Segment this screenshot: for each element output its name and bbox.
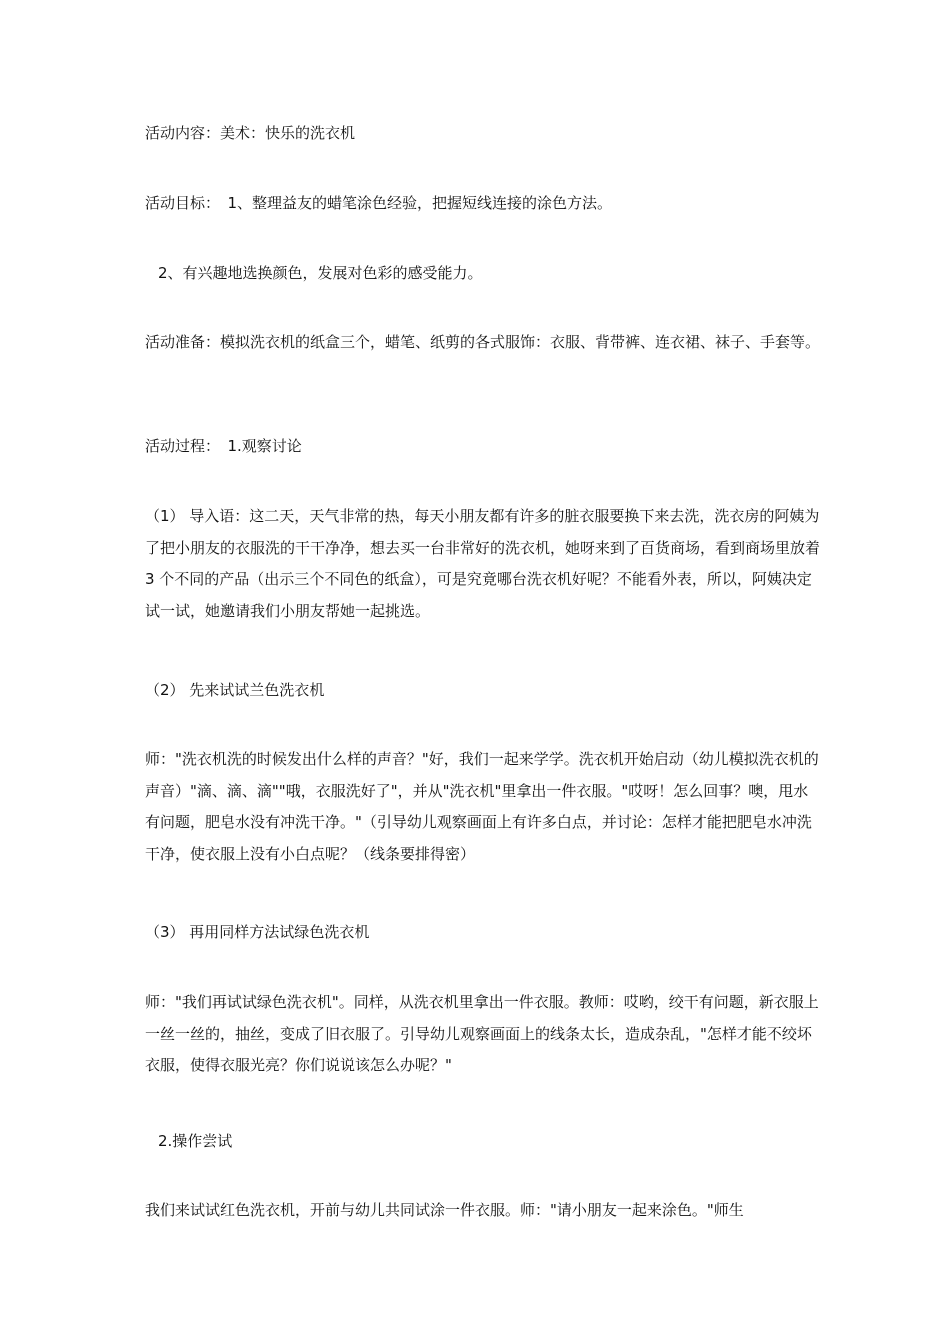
process-step-3-heading: （3） 再用同样方法试绿色洗衣机 bbox=[145, 923, 370, 941]
process-step-1: （1） 导入语：这二天，天气非常的热，每天小朋友都有许多的脏衣服要换下来去洗，洗衣房的阿姨为了把小朋友的衣服洗的干干净净，想去买一台非常好的洗衣机，她呀来到了百货商场，看到商场里放着 3 个不同的产品（出示三个不同色的纸盒），可是究竟哪台洗衣机好呢？不能看外表，所以，阿姨决定试一试，她邀请我们小朋友帮她一起挑选。 bbox=[145, 507, 821, 620]
process-step-2-heading: （2） 先来试试兰色洗衣机 bbox=[145, 681, 325, 699]
activity-content: 活动内容：美术：快乐的洗衣机 bbox=[145, 124, 356, 142]
activity-preparation: 活动准备：模拟洗衣机的纸盒三个，蜡笔、纸剪的各式服饰：衣服、背带裤、连衣裙、袜子、手套等。 bbox=[145, 333, 821, 351]
activity-goal-2: 2、有兴趣地选换颜色，发展对色彩的感受能力。 bbox=[158, 264, 483, 282]
process-step-3-body: 师："我们再试试绿色洗衣机"。同样，从洗衣机里拿出一件衣服。教师：哎哟，绞干有问题，新衣服上一丝一丝的，抽丝，变成了旧衣服了。引导幼儿观察画面上的线条太长，造成杂乱，"怎样才能不绞坏衣服，使得衣服光亮？你们说说该怎么办呢？" bbox=[145, 993, 819, 1074]
operation-body: 我们来试试红色洗衣机，开前与幼儿共同试涂一件衣服。师："请小朋友一起来涂色。"师生 bbox=[145, 1201, 744, 1219]
activity-process-heading: 活动过程： 1.观察讨论 bbox=[145, 437, 302, 455]
activity-goal-1: 活动目标： 1、整理益友的蜡笔涂色经验，把握短线连接的涂色方法。 bbox=[145, 194, 613, 212]
process-step-2-body: 师："洗衣机洗的时候发出什么样的声音？"好，我们一起来学学。洗衣机开始启动（幼儿模拟洗衣机的声音）"滴、滴、滴""哦，衣服洗好了"，并从"洗衣机"里拿出一件衣服。"哎呀！怎么回事？噢，甩水有问题，肥皂水没有冲洗干净。"（引导幼儿观察画面上有许多白点，并讨论：怎样才能把肥皂水冲洗干净，使衣服上没有小白点呢？（线条要排得密） bbox=[145, 750, 819, 863]
operation-heading: 2.操作尝试 bbox=[158, 1132, 233, 1150]
